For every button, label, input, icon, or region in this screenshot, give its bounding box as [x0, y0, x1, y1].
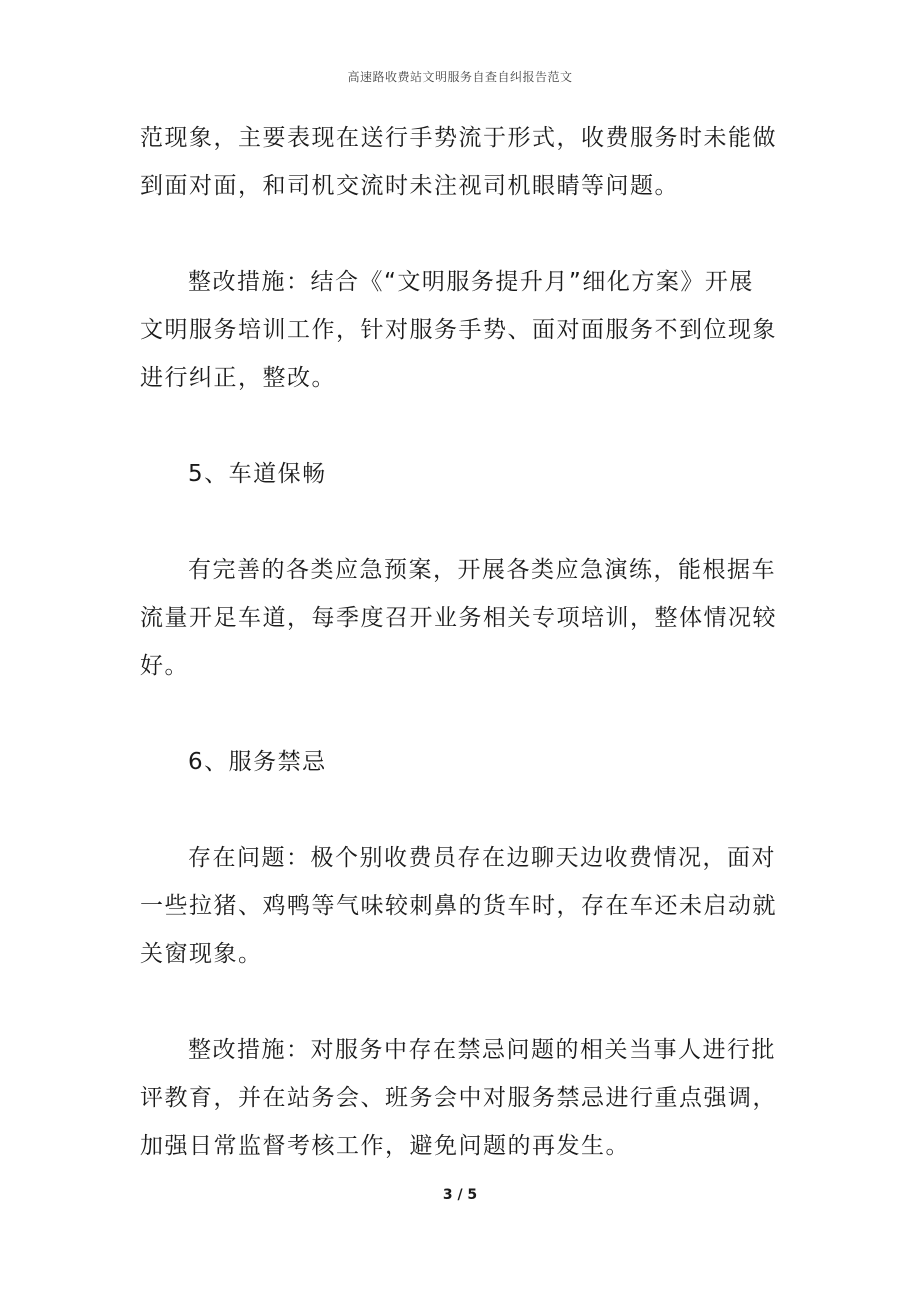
section-heading-lane-clearance	[140, 450, 790, 498]
text-line: 进行纠正，整改。	[140, 365, 336, 391]
text-line: 加强日常监督考核工作，避免问题的再发生。	[140, 1133, 630, 1159]
text-line: 评教育，并在站务会、班务会中对服务禁忌进行重点强调，	[140, 1085, 777, 1111]
text-line: 存在问题：极个别收费员存在边聊天边收费情况，面对	[188, 845, 776, 871]
running-header: 高速路收费站文明服务自查自纠报告范文	[347, 70, 573, 84]
text-line: 整改措施：对服务中存在禁忌问题的相关当事人进行批	[188, 1037, 776, 1063]
text-line: 有完善的各类应急预案，开展各类应急演练，能根据车	[188, 557, 776, 583]
text-line: 流量开足车道，每季度召开业务相关专项培训，整体情况较	[140, 605, 777, 631]
text-line: 一些拉猪、鸡鸭等气味较刺鼻的货车时，存在车还未启动就	[140, 893, 777, 919]
paragraph-emergency-plans	[140, 546, 790, 690]
text-line: 范现象，主要表现在送行手势流于形式，收费服务时未能做	[140, 125, 777, 151]
page-number: 3 / 5	[442, 1187, 478, 1203]
paragraph-rectification-measures-taboos	[140, 1026, 790, 1170]
text-line: 5、车道保畅	[188, 461, 327, 487]
section-heading-service-taboos	[140, 738, 790, 786]
text-line: 6、服务禁忌	[188, 749, 327, 775]
text-line: 关窗现象。	[140, 941, 263, 967]
paragraph-continuation	[140, 114, 790, 210]
text-line: 到面对面，和司机交流时未注视司机眼睛等问题。	[140, 173, 679, 199]
text-line: 好。	[140, 653, 189, 679]
text-line: 文明服务培训工作，针对服务手势、面对面服务不到位现象	[140, 317, 777, 343]
body-text	[140, 114, 790, 1170]
paragraph-existing-problems	[140, 834, 790, 978]
paragraph-rectification-measures	[140, 258, 790, 402]
text-line: 整改措施：结合《“文明服务提升月”细化方案》开展	[188, 269, 754, 295]
